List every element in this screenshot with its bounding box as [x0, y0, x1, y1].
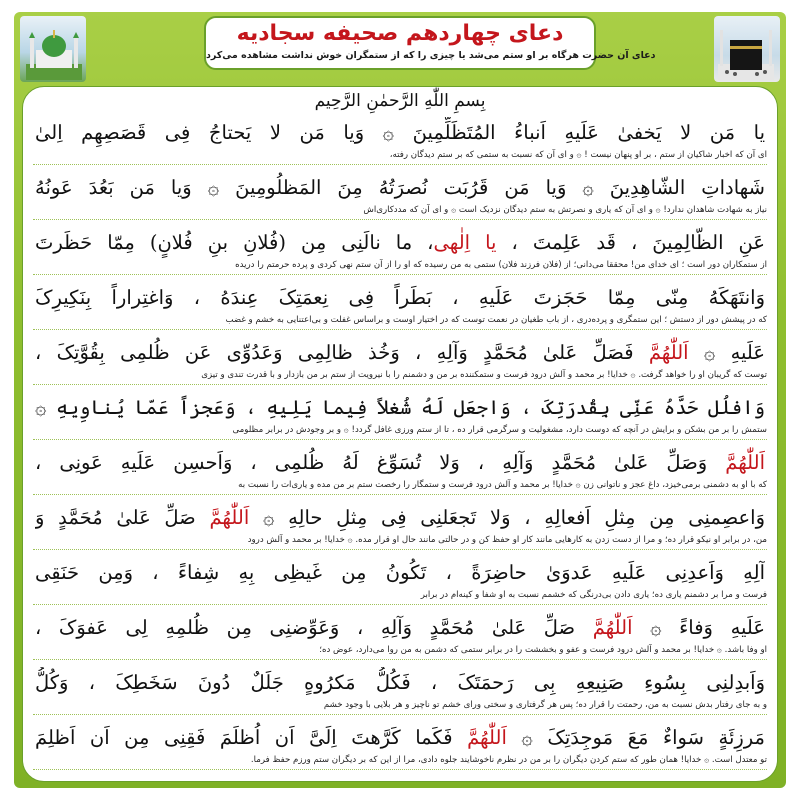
translation-line: توست که گریبان او را خواهد گرفت. ۞ خدایا! بر محمد و آلش درود فرست و ستمکننده بر من و دشمنم را با نیرویت از ستم بر من بازدار و با قدرت تندی و تیزی	[201, 370, 767, 380]
verse-line	[35, 117, 765, 149]
page-subtitle: دعای آن حضرت هرگاه بر او ستم می‌شد یا چیزی را که از ستمگران خوش نداشت مشاهده می‌کرد	[206, 50, 656, 61]
translation-line: که در پیشش دور از دستش ؛ این ستمگری و پرده‌دری ، از باب طغیان در نعمت توست که در اختیار اوست و براساس غفلت و بی‌اعتنایی به خشم و غضب	[225, 315, 767, 325]
verse-segment: یا مَن لا یَخفیٰ عَلَیهِ اَنباءُ المُتَظَلِّمِینَ ۞ وَیا مَن لا یَحتاجُ فِی قَصَصِهِم اِلیٰ	[35, 121, 765, 144]
verse-highlight: اَللّٰهُمَّ	[725, 451, 765, 474]
translation-line: از ستمکاران دور است ؛ ای خدای من! محققا می‌دانی؛ از (فلان فرزند فلان) ستمی به من رسیده که او را از آن ستم نهی کردی و پرده حرمتم را دریده	[235, 260, 767, 270]
verse-highlight: یا اِلٰهی	[433, 231, 497, 254]
translation-line: که با او به دشمنی برمی‌خیزد، داغ عجز و ناتوانی زن ۞ خدایا! بر محمد و آلش درود فرست و ستمگار را رخصت ستم بر من مده و یاری‌ات را نسبت به	[238, 480, 767, 490]
title-banner	[204, 16, 656, 70]
verse-line	[35, 667, 765, 699]
line-divider	[33, 714, 767, 715]
translation-line: تو معتدل است. ۞ خدایا! همان طور که ستم کردن دیگران را بر من در نظرم ناخوشایند جلوه دادی، مرا از این که بر دیگران ستم ورزم حفظ فرما.	[250, 755, 767, 765]
verse-segment: ، ما نالَنِی مِن (فُلانِ بنِ فُلانٍ) مِمّا حَظَرتَ	[35, 231, 434, 254]
line-divider	[33, 274, 767, 275]
translation-line: ستمش را بر من بشکن و برایش در آنچه که دوست دارد، مشغولیت و سرگرمی قرار ده ، تا از ستم ورزی غافل گردد! ۞ و بر وجودش در برابر مظلومی	[232, 425, 767, 435]
bismillah: بِسمِ اللّٰهِ الرَّحمٰنِ الرَّحِیم	[314, 91, 486, 111]
verse-line	[35, 227, 765, 259]
poster-frame	[14, 12, 786, 788]
verse-line	[35, 282, 765, 314]
verse-segment: عَنِ الظّالِمِینَ ، قَد عَلِمتَ ،	[496, 231, 765, 254]
verse-segment: صَلِّ عَلیٰ مُحَمَّدٍ وَآلِهِ ، وَعَوِّضنِی مِن ظُلمِهِ لِی عَفوَکَ ،	[35, 616, 593, 639]
verse-line	[35, 392, 765, 424]
mosque-dome-icon	[26, 24, 82, 80]
kaaba-icon	[718, 24, 774, 80]
line-divider	[33, 329, 767, 330]
verse-segment: وَانتَهَکَهُ مِنّی مِمّا حَجَزتَ عَلَیهِ ، بَطَراً فِی نِعمَتِکَ عِندَهُ ، وَاغتِراراً بِنَکِیرِکَ	[35, 286, 765, 309]
translation-line: نیاز به شهادت شاهدان ندارد! ۞ و ای آن که یاری و نصرتش به ستم دیدگان نزدیک است ۞ و ای آن که مددکاری‌اش	[363, 205, 767, 215]
line-divider	[33, 164, 767, 165]
kaaba-image	[714, 16, 780, 82]
translation-line: فرست و مرا بر دشمنم یاری ده؛ یاری دادن بی‌درنگی که خشمم نسبت به او شفا و کینه‌ام در برابر	[420, 590, 767, 600]
line-divider	[33, 494, 767, 495]
verse-line	[35, 722, 765, 754]
verse-segment: شَهاداتِ الشّاهِدِینَ ۞ وَیا مَن قَرُبَت نُصرَتُهُ مِنَ المَظلُومِینَ ۞ وَیا مَن بَعُدَ عَونُهُ	[35, 176, 765, 199]
page-title: دعای چهاردهم صحیفه سجادیه	[236, 21, 564, 46]
mosque-image	[20, 16, 86, 82]
line-divider	[33, 219, 767, 220]
translation-line: و به جای رفتار بدش نسبت به من، رحمتت را قرار ده؛ پس هر گرفتاری و سختی ورای خشم تو ناچیز و هر بلایی با وجود خشم	[323, 700, 767, 710]
translation-line: من، در برابر او نیکو قرار ده؛ و مرا از دست زدن به کارهایی مانند کار او حفظ کن و در حالتی مانند حال او قرار مده. ۞ خدایا! بر محمد و آلش درود	[247, 535, 767, 545]
verse-segment: صَلِّ عَلیٰ مُحَمَّدٍ وَ	[35, 506, 210, 529]
line-divider	[33, 604, 767, 605]
line-divider	[33, 769, 767, 770]
line-divider	[33, 549, 767, 550]
translation-line: او وفا باشد. ۞ خدایا! بر محمد و آلش درود فرست و عفو و بخششت را در برابر ستمی که دشمن به من روا می‌دارد، عوض ده؛	[319, 645, 767, 655]
verse-segment: مَرزِئَةٍ سَواءٌ مَعَ مَوجِدَتِکَ ۞	[506, 726, 765, 749]
verse-line	[35, 172, 765, 204]
prayer-text-panel	[22, 86, 778, 782]
verse-segment: وَاعصِمنِی مِن مِثلِ اَفعالِهِ ، وَلا تَجعَلنِی فِی مِثلِ حالِهِ ۞	[249, 506, 765, 529]
line-divider	[33, 659, 767, 660]
verse-segment: فَصَلِّ عَلیٰ مُحَمَّدٍ وَآلِهِ ، وَخُذ ظالِمِی وَعَدُوِّی عَن ظُلمِی بِقُوَّتِکَ ،	[35, 341, 649, 364]
verse-segment: عَلَیهِ وَفاءً ۞	[632, 616, 765, 639]
line-divider	[33, 384, 767, 385]
translation-line: ای آن که اخبار شاکیان از ستم ، بر او پنهان نیست ! ۞ و ای آن که نسبت به ستمی که بر ستم دیدگان رفته،	[389, 150, 767, 160]
line-divider	[33, 439, 767, 440]
verse-segment: فَکَما کَرَّهتَ اِلَیَّ اَن اُظلَمَ فَقِنِی مِن اَن اَظلِمَ	[35, 726, 468, 749]
verse-line	[35, 337, 765, 369]
verse-segment: وَصَلِّ عَلیٰ مُحَمَّدٍ وَآلِهِ ، وَلا تُسَوِّغ لَهُ ظُلمِی ، وَاَحسِن عَلَیهِ عَونِی ،	[35, 451, 726, 474]
verse-segment: وَاَبدِلنِی بِسُوءِ صَنِیعِهِ بِی رَحمَتَکَ ، فَکُلُّ مَکرُوهٍ جَلَلٌ دُونَ سَخَطِکَ ، وَکُلُّ	[35, 671, 765, 694]
verse-line	[35, 612, 765, 644]
verse-segment: عَلَیهِ ۞	[688, 341, 765, 364]
verse-highlight: اَللّٰهُمَّ	[467, 726, 507, 749]
verse-line	[35, 447, 765, 479]
verse-highlight: اَللّٰهُمَّ	[209, 506, 250, 529]
verse-highlight: اَللّٰهُمَّ	[592, 616, 633, 639]
verse-line	[35, 502, 765, 534]
verse-segment: وَافلُل حَدَّهُ عَنِّی بِقُدرَتِکَ ، وَاجعَل لَهُ شُغلاً فِیما یَلِیهِ ، وَعَجزاً عَمّا یُناوِیهِ ۞	[35, 396, 765, 419]
verse-segment: آلِهِ وَاَعدِنِی عَلَیهِ عَدوَیٰ حاضِرَةً ، تَکُونُ مِن غَیظِی بِهِ شِفاءً ، وَمِن حَنَقِی	[35, 561, 765, 584]
verse-highlight: اَللّٰهُمَّ	[648, 341, 689, 364]
verse-line	[35, 557, 765, 589]
